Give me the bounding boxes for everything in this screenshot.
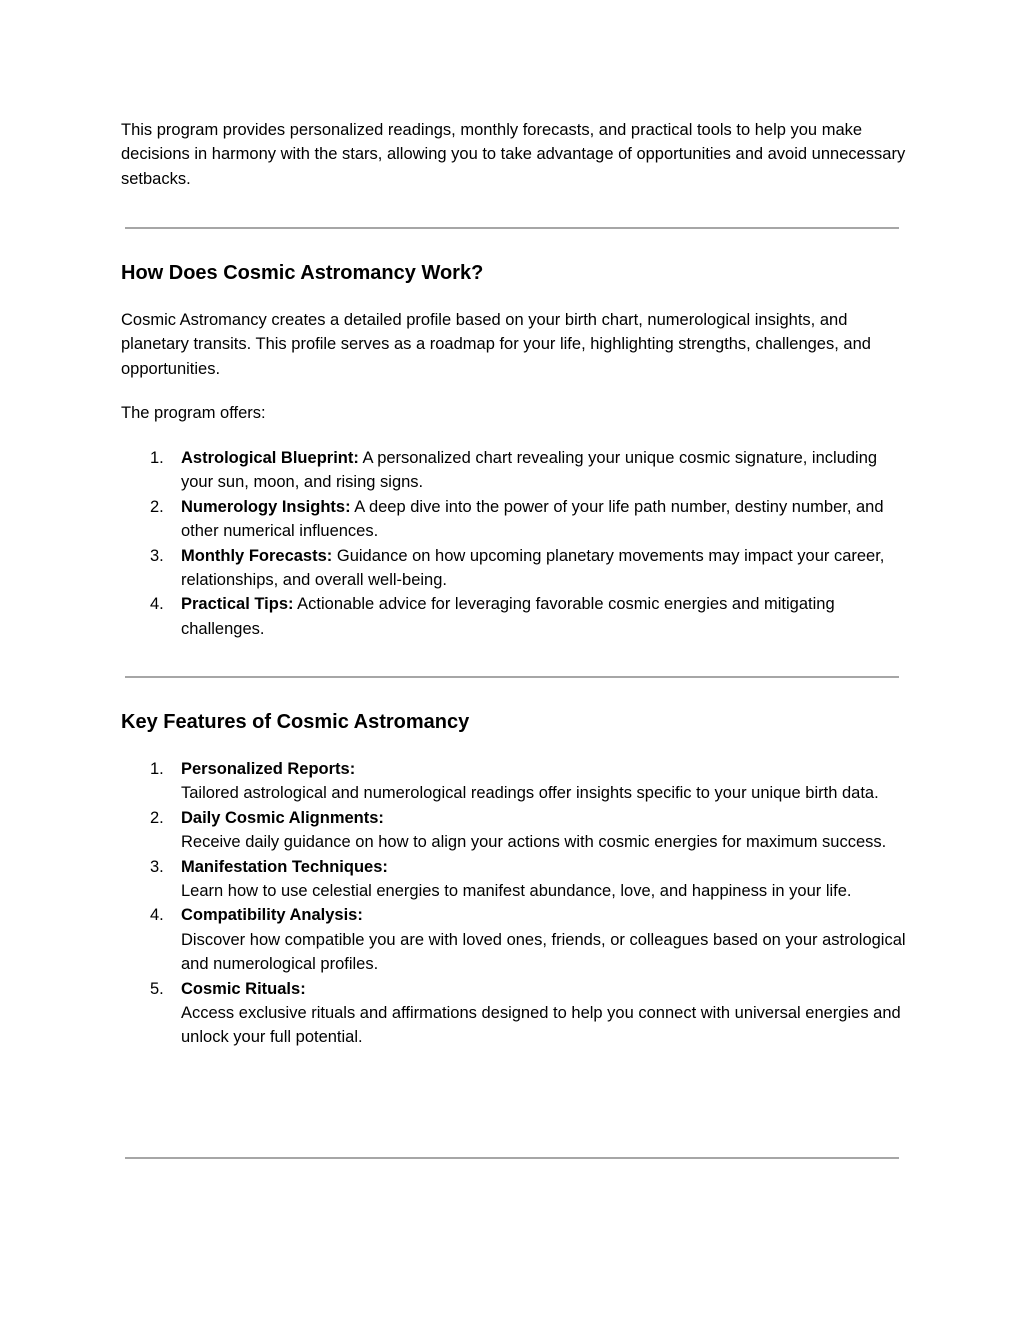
list-item-text: Guidance on how upcoming planetary movements may impact your career, relationships, and overall well-being. bbox=[181, 546, 885, 590]
list-item-text: Discover how compatible you are with loved ones, friends, or colleagues based on your astrological and numerological profiles. bbox=[181, 930, 906, 974]
list-item-number: 2. bbox=[150, 497, 164, 516]
divider-1 bbox=[125, 227, 899, 229]
divider-3 bbox=[125, 1157, 899, 1159]
features-list bbox=[121, 757, 906, 1050]
intro-section bbox=[121, 118, 906, 191]
list-item-title: Compatibility Analysis: bbox=[181, 906, 363, 925]
divider-2 bbox=[125, 676, 899, 678]
offers-list bbox=[121, 446, 906, 641]
list-item bbox=[121, 592, 906, 641]
list-item bbox=[121, 544, 906, 593]
features-list-block bbox=[121, 757, 906, 1050]
list-item bbox=[121, 855, 906, 904]
how-heading: How Does Cosmic Astromancy Work? bbox=[121, 262, 484, 284]
list-item-title: Numerology Insights: bbox=[181, 497, 351, 516]
how-paragraph: Cosmic Astromancy creates a detailed profile based on your birth chart, numerological insights, and planetary transits. This profile serves as a roadmap for your life, highlighting strengths, challenges, and opportunities. bbox=[121, 311, 871, 378]
list-item bbox=[121, 977, 906, 1050]
how-section bbox=[121, 308, 906, 381]
list-item-title: Personalized Reports: bbox=[181, 760, 356, 778]
list-item-title: Practical Tips: bbox=[181, 595, 294, 614]
list-item-number: 2. bbox=[150, 808, 164, 827]
list-item-number: 4. bbox=[150, 906, 164, 925]
list-item bbox=[121, 446, 906, 495]
list-item-text: Receive daily guidance on how to align your actions with cosmic energies for maximum success. bbox=[181, 833, 887, 852]
list-item-text: Learn how to use celestial energies to manifest abundance, love, and happiness in your life. bbox=[181, 882, 852, 901]
offers-list-block bbox=[121, 446, 906, 641]
list-item-text: Tailored astrological and numerological readings offer insights specific to your unique birth data. bbox=[181, 784, 879, 803]
intro-paragraph: This program provides personalized readings, monthly forecasts, and practical tools to help you make decisions in harmony with the stars, allowing you to take advantage of opportunities and avoid unnecessary setbacks. bbox=[121, 121, 906, 188]
list-item bbox=[121, 757, 906, 806]
list-item-text: A deep dive into the power of your life path number, destiny number, and other numerical influences. bbox=[181, 497, 884, 541]
list-item-text: Access exclusive rituals and affirmations designed to help you connect with universal energies and unlock your full potential. bbox=[181, 1004, 901, 1047]
list-item-title: Monthly Forecasts: bbox=[181, 546, 333, 565]
list-item-number: 5. bbox=[150, 979, 164, 998]
features-heading: Key Features of Cosmic Astromancy bbox=[121, 711, 470, 733]
offers-block bbox=[121, 401, 906, 425]
list-item-text: Actionable advice for leveraging favorable cosmic energies and mitigating challenges. bbox=[181, 595, 835, 638]
list-item-title: Astrological Blueprint: bbox=[181, 449, 359, 467]
list-item bbox=[121, 903, 906, 976]
list-item-text: A personalized chart revealing your unique cosmic signature, including your sun, moon, and rising signs. bbox=[181, 449, 878, 492]
list-item-number: 1. bbox=[150, 760, 164, 778]
list-item-title: Manifestation Techniques: bbox=[181, 857, 388, 876]
list-item bbox=[121, 806, 906, 855]
list-item-title: Daily Cosmic Alignments: bbox=[181, 808, 384, 827]
list-item-number: 3. bbox=[150, 857, 164, 876]
list-item-number: 4. bbox=[150, 595, 164, 614]
list-item bbox=[121, 495, 906, 544]
list-item-number: 3. bbox=[150, 546, 164, 565]
list-item-title: Cosmic Rituals: bbox=[181, 979, 306, 998]
list-item-number: 1. bbox=[150, 449, 164, 467]
offers-label: The program offers: bbox=[121, 404, 266, 422]
